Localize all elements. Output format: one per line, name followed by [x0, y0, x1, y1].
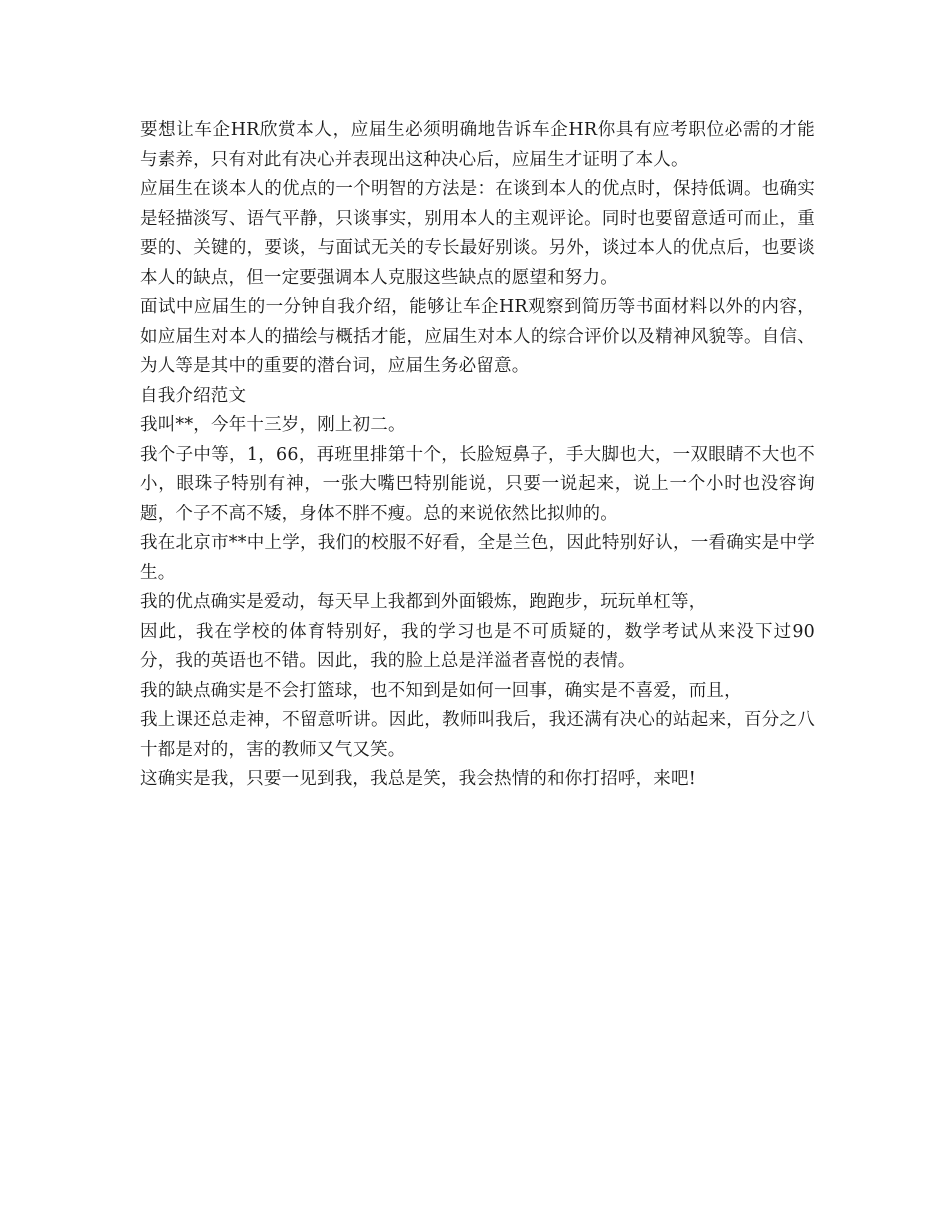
- paragraph-school: 我在北京市**中上学，我们的校服不好看，全是兰色，因此特别好认，一看确实是中学生。: [140, 533, 815, 583]
- paragraph-hr-appreciation: 要想让车企HR欣赏本人，应届生必须明确地告诉车企HR你具有应考职位必需的才能与素养，只有对此有决心并表现出这种决心后，应届生才证明了本人。: [140, 120, 815, 170]
- paragraph-weakness-basketball: 我的缺点确实是不会打篮球，也不知到是如何一回事，确实是不喜爱，而且，: [140, 680, 742, 701]
- section-heading-sample: 自我介绍范文: [140, 385, 247, 406]
- paragraph-closing: 这确实是我，只要一见到我，我总是笑，我会热情的和你打招呼，来吧!: [140, 769, 696, 789]
- paragraph-one-minute-intro: 面试中应届生的一分钟自我介绍，能够让车企HR观察到简历等书面材料以外的内容，如应届生对本人的描绘与概括才能，应届生对本人的综合评价以及精神风貌等。自信、为人等是其中的重要的潜台词，应届生务必留意。: [140, 297, 815, 376]
- paragraph-appearance: 我个子中等，1，66，再班里排第十个，长脸短鼻子，手大脚也大，一双眼睛不大也不小，眼珠子特别有神，一张大嘴巴特别能说，只要一说起来，说上一个小时也没容询题，个子不高不矮，身体不胖不瘦。总的来说依然比拟帅的。: [140, 444, 815, 524]
- paragraph-sports-study: 因此，我在学校的体育特别好，我的学习也是不可质疑的，数学考试从来没下过90分，我的英语也不错。因此，我的脸上总是洋溢者喜悦的表情。: [140, 621, 815, 671]
- paragraph-strength-exercise: 我的优点确实是爱动，每天早上我都到外面锻炼，跑跑步，玩玩单杠等，: [140, 592, 707, 612]
- paragraph-strengths-method: 应届生在谈本人的优点的一个明智的方法是：在谈到本人的优点时，保持低调。也确实是轻描淡写、语气平静，只谈事实，别用本人的主观评论。同时也要留意适可而止，重要的、关键的，要谈，与面试无关的专长最好别谈。另外，谈过本人的优点后，也要谈本人的缺点，但一定要强调本人克服这些缺点的愿望和努力。: [140, 179, 815, 288]
- paragraph-name-age: 我叫**，今年十三岁，刚上初二。: [140, 415, 406, 435]
- paragraph-class-attention: 我上课还总走神，不留意听讲。因此，教师叫我后，我还满有决心的站起来，百分之八十都是对的，害的教师又气又笑。: [140, 710, 815, 760]
- document-body: [140, 116, 815, 795]
